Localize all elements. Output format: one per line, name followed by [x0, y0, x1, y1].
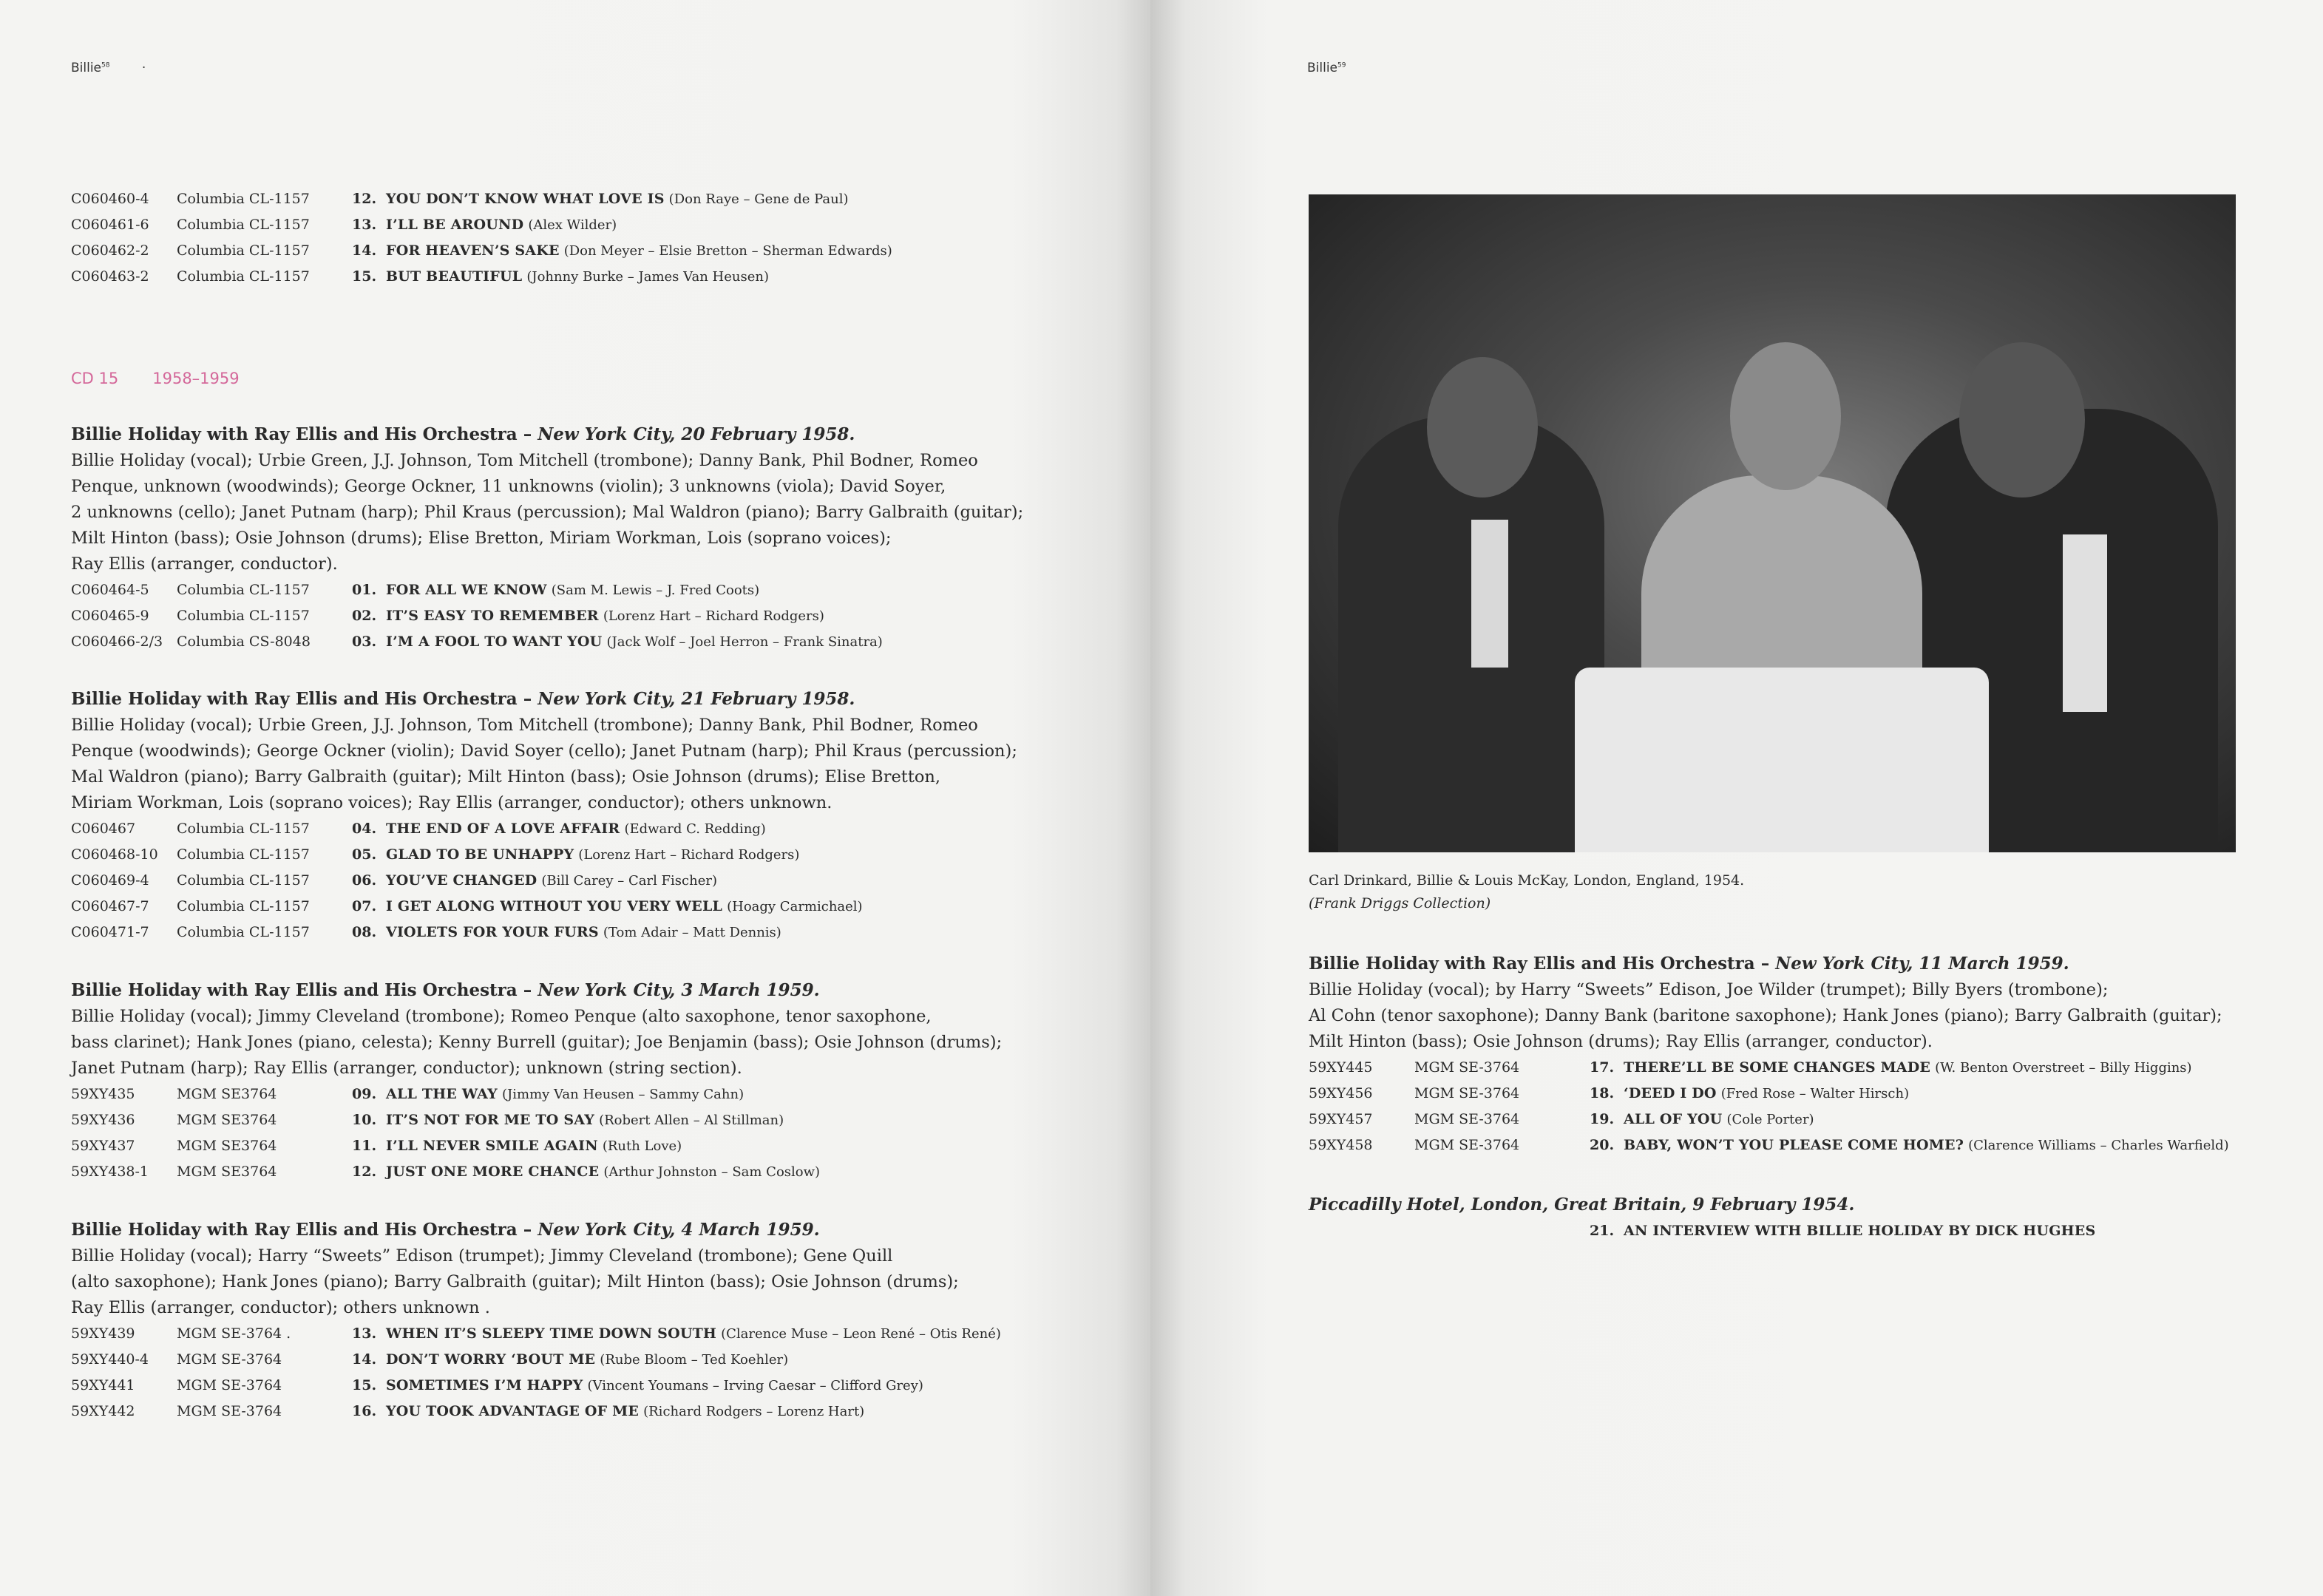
cd-years: 1958–1959 [152, 370, 240, 387]
track-title: THERE’LL BE SOME CHANGES MADE [1624, 1059, 1931, 1076]
photo-face [1427, 357, 1538, 498]
record-label: MGM SE-3764 . [177, 1325, 291, 1342]
record-label: Columbia CL-1157 [177, 872, 310, 889]
matrix-number: 59XY440-4 [71, 1351, 149, 1368]
track-title: I’M A FOOL TO WANT YOU [386, 634, 603, 650]
track-credit: (Lorenz Hart – Richard Rodgers) [578, 847, 800, 863]
personnel-line: Mal Waldron (piano); Barry Galbraith (guitar); Milt Hinton (bass); Osie Johnson (drums); Elise Bretton, [71, 767, 941, 787]
track-title: ALL OF YOU [1624, 1111, 1723, 1127]
record-label: MGM SE-3764 [1414, 1137, 1520, 1153]
session-personnel [1309, 977, 2255, 1055]
personnel-line: (alto saxophone); Hank Jones (piano); Barry Galbraith (guitar); Milt Hinton (bass); Osie Johnson (drums); [71, 1272, 959, 1291]
track-row [71, 1107, 1003, 1133]
track-credit: (Vincent Youmans – Irving Caesar – Clifford Grey) [587, 1378, 923, 1393]
track-row [71, 894, 1003, 920]
record-label: MGM SE-3764 [177, 1403, 282, 1419]
track-row [71, 603, 1003, 629]
session-personnel [71, 448, 1024, 577]
track-row [71, 868, 1003, 894]
matrix-number: 59XY441 [71, 1377, 135, 1393]
track-row [71, 577, 1003, 603]
personnel-line: Billie Holiday (vocal); Urbie Green, J.J. Johnson, Tom Mitchell (trombone); Danny Bank, Phil Bodner, Romeo [71, 451, 978, 470]
track-row [1309, 1081, 2255, 1107]
personnel-line: 2 unknowns (cello); Janet Putnam (harp); Phil Kraus (percussion); Mal Waldron (piano); Barry Galbraith (guitar); [71, 503, 1024, 522]
record-label: Columbia CL-1157 [177, 821, 310, 837]
track-number: 12. [352, 191, 377, 207]
track-number: 19. [1590, 1111, 1615, 1127]
track-credit: (Robert Allen – Al Stillman) [599, 1113, 784, 1128]
track-credit: (Fred Rose – Walter Hirsch) [1720, 1086, 1910, 1101]
track-credit: (Arthur Johnston – Sam Coslow) [603, 1164, 821, 1180]
session-date: New York City, 3 March 1959. [537, 980, 820, 1000]
track-number: 09. [352, 1086, 377, 1102]
session-artist: Billie Holiday with Ray Ellis and His Orchestra [71, 1220, 518, 1240]
track-title: THE END OF A LOVE AFFAIR [386, 821, 620, 837]
record-label: MGM SE-3764 [1414, 1111, 1520, 1127]
page-number: 59 [1337, 61, 1346, 69]
track-title: IT’S NOT FOR ME TO SAY [386, 1112, 595, 1128]
track-row [1309, 1055, 2255, 1081]
track-row [71, 238, 1017, 264]
cd-heading [71, 370, 274, 387]
track-number: 14. [352, 242, 377, 259]
session-personnel [71, 1004, 1003, 1081]
track-row [71, 629, 1003, 655]
session-tracks [71, 577, 1003, 655]
track-credit: (Ruth Love) [602, 1138, 682, 1154]
track-number: 15. [352, 268, 377, 285]
track-credit: (Jimmy Van Heusen – Sammy Cahn) [502, 1087, 745, 1102]
session-personnel [71, 713, 1017, 816]
track-title: I’LL NEVER SMILE AGAIN [386, 1138, 598, 1154]
session-heading: Billie Holiday with Ray Ellis and His Orchestra – New York City, 4 March 1959. [71, 1220, 820, 1240]
track-row [71, 1347, 1003, 1373]
track-number: 17. [1590, 1059, 1615, 1076]
track-title: VIOLETS FOR YOUR FURS [386, 924, 599, 940]
session-heading: Billie Holiday with Ray Ellis and His Orchestra – New York City, 11 March 1959. [1309, 954, 2069, 974]
track-title: SOMETIMES I’M HAPPY [386, 1377, 583, 1393]
session-artist: Billie Holiday with Ray Ellis and His Orchestra [1309, 954, 1755, 974]
track-credit: (Cole Porter) [1726, 1112, 1814, 1127]
track-row [71, 1373, 1003, 1399]
track-row [1309, 1107, 2255, 1133]
track-title: ‘DEED I DO [1624, 1085, 1717, 1101]
matrix-number: C060460-4 [71, 191, 149, 207]
photo-table [1575, 668, 1989, 852]
personnel-line: Milt Hinton (bass); Osie Johnson (drums); Ray Ellis (arranger, conductor). [1309, 1032, 1933, 1051]
personnel-line: Milt Hinton (bass); Osie Johnson (drums); Elise Bretton, Miriam Workman, Lois (soprano voices); [71, 529, 892, 548]
track-credit: (Edward C. Redding) [624, 821, 766, 837]
personnel-line: Billie Holiday (vocal); Harry “Sweets” Edison (trumpet); Jimmy Cleveland (trombone); Gene Quill [71, 1246, 893, 1266]
record-label: Columbia CL-1157 [177, 846, 310, 863]
track-number: 01. [352, 582, 377, 598]
track-credit: (Bill Carey – Carl Fischer) [541, 873, 717, 889]
matrix-number: C060471-7 [71, 924, 149, 940]
track-number: 12. [352, 1164, 377, 1180]
record-label: MGM SE-3764 [1414, 1059, 1520, 1076]
session-artist: Billie Holiday with Ray Ellis and His Orchestra [71, 980, 518, 1000]
page-mark: · [141, 61, 146, 75]
personnel-line: Billie Holiday (vocal); Jimmy Cleveland (trombone); Romeo Penque (alto saxophone, tenor saxophone, [71, 1007, 932, 1026]
track-row [71, 186, 1017, 212]
track-number: 11. [352, 1138, 377, 1154]
session-5 [1309, 951, 2255, 1158]
record-label: Columbia CL-1157 [177, 217, 310, 233]
track-number: 21. [1590, 1223, 1615, 1239]
track-title: FOR ALL WE KNOW [386, 582, 547, 598]
session-artist: Billie Holiday with Ray Ellis and His Orchestra [71, 689, 518, 709]
session-4 [71, 1217, 1003, 1424]
session-date: New York City, 20 February 1958. [537, 424, 855, 444]
record-label: Columbia CL-1157 [177, 268, 310, 285]
record-label: MGM SE-3764 [177, 1377, 282, 1393]
track-number: 02. [352, 608, 377, 624]
interview-heading: Piccadilly Hotel, London, Great Britain, 9 February 1954. [1309, 1195, 1855, 1215]
photo-shirt [1471, 520, 1508, 668]
matrix-number: 59XY456 [1309, 1085, 1373, 1101]
matrix-number: 59XY442 [71, 1403, 135, 1419]
track-number: 10. [352, 1112, 377, 1128]
track-number: 18. [1590, 1085, 1615, 1101]
caption-text: Carl Drinkard, Billie & Louis McKay, London, England, 1954. [1309, 872, 1745, 889]
personnel-line: Janet Putnam (harp); Ray Ellis (arranger, conductor); unknown (string section). [71, 1059, 742, 1078]
track-number: 08. [352, 924, 377, 940]
personnel-line: Penque, unknown (woodwinds); George Ockner, 11 unknowns (violin); 3 unknowns (viola); David Soyer, [71, 477, 946, 496]
track-credit: (Don Raye – Gene de Paul) [668, 191, 849, 207]
session-artist: Billie Holiday with Ray Ellis and His Orchestra [71, 424, 518, 444]
track-row [71, 1399, 1003, 1424]
matrix-number: C060467 [71, 821, 136, 837]
record-label: MGM SE3764 [177, 1086, 277, 1102]
matrix-number: C060461-6 [71, 217, 149, 233]
session-tracks [71, 1081, 1003, 1185]
matrix-number: C060462-2 [71, 242, 149, 259]
session-date: New York City, 11 March 1959. [1775, 954, 2069, 974]
track-row [1309, 1218, 2255, 1244]
left-page [0, 0, 1150, 1596]
matrix-number: C060465-9 [71, 608, 149, 624]
track-title: YOU’VE CHANGED [386, 872, 537, 889]
personnel-line: Penque (woodwinds); George Ockner (violin); David Soyer (cello); Janet Putnam (harp); Phil Kraus (percussion); [71, 741, 1017, 761]
track-credit: (Richard Rodgers – Lorenz Hart) [643, 1404, 865, 1419]
track-number: 03. [352, 634, 377, 650]
track-row [71, 1159, 1003, 1185]
track-title: ALL THE WAY [386, 1086, 498, 1102]
session-personnel [71, 1243, 1003, 1321]
track-title: YOU DON’T KNOW WHAT LOVE IS [386, 191, 665, 207]
track-number: 15. [352, 1377, 377, 1393]
caption-credit: (Frank Driggs Collection) [1309, 895, 1491, 911]
record-label: Columbia CL-1157 [177, 898, 310, 914]
running-head-right [1307, 61, 1346, 75]
session-tracks [71, 816, 1003, 945]
session-tracks [71, 1321, 1003, 1424]
record-label: Columbia CL-1157 [177, 608, 310, 624]
personnel-line: Ray Ellis (arranger, conductor). [71, 554, 338, 574]
photograph [1309, 194, 2236, 852]
track-credit: (Clarence Williams – Charles Warfield) [1968, 1138, 2229, 1153]
track-row [71, 212, 1017, 238]
track-number: 14. [352, 1351, 377, 1368]
matrix-number: C060469-4 [71, 872, 149, 889]
record-label: MGM SE-3764 [177, 1351, 282, 1368]
personnel-line: Miriam Workman, Lois (soprano voices); Ray Ellis (arranger, conductor); others unknown. [71, 793, 832, 812]
top-track-list [71, 186, 1017, 290]
track-credit: (Lorenz Hart – Richard Rodgers) [603, 608, 824, 624]
photo-face [1730, 342, 1841, 490]
track-title: BABY, WON’T YOU PLEASE COME HOME? [1624, 1137, 1964, 1153]
personnel-line: bass clarinet); Hank Jones (piano, celesta); Kenny Burrell (guitar); Joe Benjamin (bass); Osie Johnson (drums); [71, 1033, 1003, 1052]
session-3 [71, 977, 1003, 1185]
track-title: IT’S EASY TO REMEMBER [386, 608, 599, 624]
track-credit: (Hoagy Carmichael) [727, 899, 863, 914]
track-credit: (Don Meyer – Elsie Bretton – Sherman Edwards) [563, 243, 892, 259]
track-row [71, 816, 1003, 842]
record-label: MGM SE-3764 [1414, 1085, 1520, 1101]
track-credit: (Sam M. Lewis – J. Fred Coots) [551, 583, 760, 598]
photo-shirt [2063, 534, 2107, 712]
matrix-number: C060464-5 [71, 582, 149, 598]
track-row [1309, 1133, 2255, 1158]
track-title: I GET ALONG WITHOUT YOU VERY WELL [386, 898, 723, 914]
interview-section [1309, 1192, 2255, 1244]
page-number: 58 [101, 61, 110, 69]
track-number: 16. [352, 1403, 377, 1419]
record-label: Columbia CL-1157 [177, 582, 310, 598]
matrix-number: C060467-7 [71, 898, 149, 914]
track-credit: (Johnny Burke – James Van Heusen) [526, 269, 769, 285]
track-number: 13. [352, 217, 377, 233]
record-label: Columbia CL-1157 [177, 242, 310, 259]
record-label: Columbia CS-8048 [177, 634, 311, 650]
track-title: WHEN IT’S SLEEPY TIME DOWN SOUTH [386, 1325, 717, 1342]
track-credit: (Rube Bloom – Ted Koehler) [600, 1352, 789, 1368]
personnel-line: Al Cohn (tenor saxophone); Danny Bank (baritone saxophone); Hank Jones (piano); Barry Galbraith (guitar); [1309, 1006, 2222, 1025]
photo-face [1959, 342, 2085, 498]
track-number: 07. [352, 898, 377, 914]
matrix-number: 59XY439 [71, 1325, 135, 1342]
track-number: 20. [1590, 1137, 1615, 1153]
matrix-number: 59XY438-1 [71, 1164, 149, 1180]
track-row [71, 264, 1017, 290]
running-head-title: Billie [1307, 61, 1338, 75]
record-label: MGM SE3764 [177, 1112, 277, 1128]
track-credit: (W. Benton Overstreet – Billy Higgins) [1935, 1060, 2192, 1076]
session-heading: Billie Holiday with Ray Ellis and His Orchestra – New York City, 21 February 1958. [71, 689, 855, 709]
matrix-number: 59XY457 [1309, 1111, 1373, 1127]
personnel-line: Billie Holiday (vocal); Urbie Green, J.J. Johnson, Tom Mitchell (trombone); Danny Bank, Phil Bodner, Romeo [71, 716, 978, 735]
running-head-title: Billie [71, 61, 102, 75]
track-row [71, 842, 1003, 868]
session-tracks [1309, 1055, 2255, 1158]
track-title: YOU TOOK ADVANTAGE OF ME [386, 1403, 640, 1419]
track-credit: (Jack Wolf – Joel Herron – Frank Sinatra) [606, 634, 883, 650]
track-row [71, 1133, 1003, 1159]
matrix-number: C060468-10 [71, 846, 158, 863]
session-2 [71, 686, 1017, 945]
track-credit: (Tom Adair – Matt Dennis) [603, 925, 781, 940]
track-number: 13. [352, 1325, 377, 1342]
session-date: New York City, 4 March 1959. [537, 1220, 820, 1240]
track-row [71, 920, 1003, 945]
session-heading: Billie Holiday with Ray Ellis and His Orchestra – New York City, 3 March 1959. [71, 980, 820, 1000]
track-title: I’LL BE AROUND [386, 217, 524, 233]
track-title: AN INTERVIEW WITH BILLIE HOLIDAY BY DICK HUGHES [1624, 1223, 2096, 1239]
track-title: JUST ONE MORE CHANCE [386, 1164, 600, 1180]
track-number: 05. [352, 846, 377, 863]
track-row [71, 1321, 1003, 1347]
personnel-line: Billie Holiday (vocal); by Harry “Sweets” Edison, Joe Wilder (trumpet); Billy Byers (trombone); [1309, 980, 2109, 999]
record-label: Columbia CL-1157 [177, 191, 310, 207]
track-title: GLAD TO BE UNHAPPY [386, 846, 574, 863]
session-1 [71, 421, 1024, 655]
matrix-number: C060466-2/3 [71, 634, 163, 650]
record-label: MGM SE3764 [177, 1138, 277, 1154]
track-number: 06. [352, 872, 377, 889]
session-heading: Billie Holiday with Ray Ellis and His Orchestra – New York City, 20 February 1958. [71, 424, 855, 444]
track-credit: (Alex Wilder) [528, 217, 617, 233]
matrix-number: 59XY435 [71, 1086, 135, 1102]
matrix-number: 59XY436 [71, 1112, 135, 1128]
track-title: DON’T WORRY ‘BOUT ME [386, 1351, 596, 1368]
record-label: Columbia CL-1157 [177, 924, 310, 940]
session-date: New York City, 21 February 1958. [537, 689, 855, 709]
running-head-left [71, 61, 146, 75]
track-title: BUT BEAUTIFUL [386, 268, 523, 285]
personnel-line: Ray Ellis (arranger, conductor); others unknown . [71, 1298, 490, 1317]
record-label: MGM SE3764 [177, 1164, 277, 1180]
photo-caption [1309, 869, 1744, 915]
cd-number: CD 15 [71, 370, 119, 387]
matrix-number: C060463-2 [71, 268, 149, 285]
matrix-number: 59XY458 [1309, 1137, 1373, 1153]
matrix-number: 59XY437 [71, 1138, 135, 1154]
track-title: FOR HEAVEN’S SAKE [386, 242, 560, 259]
track-row [71, 1081, 1003, 1107]
track-credit: (Clarence Muse – Leon René – Otis René) [721, 1326, 1001, 1342]
matrix-number: 59XY445 [1309, 1059, 1373, 1076]
track-number: 04. [352, 821, 377, 837]
